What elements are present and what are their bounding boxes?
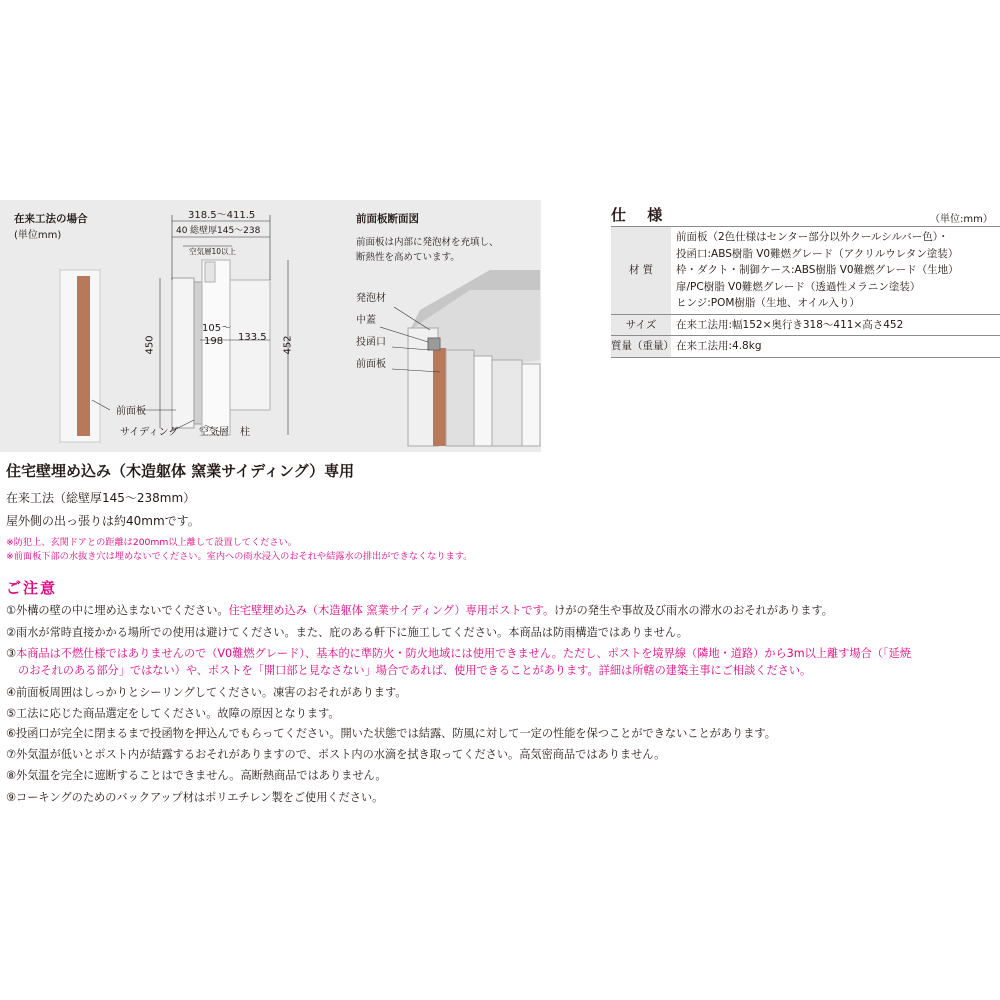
spec-value-material xyxy=(671,227,1000,315)
caution-3-part-b: 本商品は不燃仕様ではありませんので（V0難燃グレード）、基本的に準防火・防火地域には使用できません。ただし、ポストを境界線（隣地・道路）から3m以上離す場合（「延焼 xyxy=(16,647,911,660)
label-pillar: 柱 xyxy=(240,427,250,438)
dim-total-width: 318.5～411.5 xyxy=(188,210,256,221)
spec-material-line: 枠・ダクト・制御ケース:ABS樹脂 V0難燃グレード（生地） xyxy=(676,264,959,276)
label-siding: サイディング xyxy=(120,427,179,438)
dim-40: 40 xyxy=(176,226,188,236)
caution-3-part-a: ③ xyxy=(6,647,17,660)
drain-note: ※前面板下部の水抜き穴は埋めないでください。室内への雨水浸入のおそれや結露水の排出ができなくなります。 xyxy=(6,551,473,562)
spec-material-line: 扉/PC樹脂 V0難燃グレード（透過性メラニン塗装） xyxy=(676,280,921,293)
spec-row-size xyxy=(611,314,1000,336)
caution-1-part-b: 住宅壁埋め込み（木造躯体 窯業サイディング）専用ポストです。 xyxy=(228,604,555,617)
caution-item-3-cont: のおそれのある部分」ではない）や、ポストを「開口部と見なさない」場合であれば、使用できることがあります。詳細は所轄の建築主事にご相談ください。 xyxy=(18,664,812,677)
caution-item-7: ⑦外気温が低いとポスト内が結露するおそれがありますので、ポスト内の水滴を拭き取ってください。高気密商品ではありません。 xyxy=(6,748,666,761)
spec-value-size: 在来工法用:幅152×奥行き318～411×高さ452 xyxy=(671,314,1000,336)
dim-452: 452 xyxy=(282,335,294,355)
label-slot: 投函口 xyxy=(356,337,386,348)
right-diagram-title: 前面板断面図 xyxy=(356,213,419,225)
dim-450: 450 xyxy=(144,335,156,355)
spec-material-line: ヒンジ:POM樹脂（生地、オイル入り） xyxy=(676,297,860,309)
caution-item-8: ⑧外気温を完全に遮断することはできません。高断熱商品ではありません。 xyxy=(6,769,387,782)
spec-head-weight: 質量（重量） xyxy=(611,336,671,358)
dim-133: 133.5 xyxy=(238,332,267,343)
label-front-panel-2: 前面板 xyxy=(356,359,386,370)
method-line: 在来工法（総壁厚145～238mm） xyxy=(6,491,196,505)
dim-105: 105～ xyxy=(202,323,232,334)
spec-unit: （単位:mm） xyxy=(930,214,993,225)
left-diagram-title: 在来工法の場合 xyxy=(14,213,88,225)
label-air-layer: 空気層 xyxy=(199,427,229,438)
dim-wall: 総壁厚145～238 xyxy=(190,226,261,236)
caution-item-5: ⑤工法に応じた商品選定をしてください。故障の原因となります。 xyxy=(6,707,340,720)
caution-1-part-a: ①外構の壁の中に埋め込まないでください。 xyxy=(6,604,229,617)
caution-title: ご注意 xyxy=(6,579,58,597)
spec-title: 仕 様 xyxy=(611,206,671,224)
diagram-panel xyxy=(0,200,541,452)
caution-1-part-c: けがの発生や事故及び雨水の滞水のおそれがあります。 xyxy=(554,604,833,617)
spec-material-line: 前面板（2色仕様はセンター部分以外クールシルバー色）・ xyxy=(676,231,949,243)
caution-item-6: ⑥投函口が完全に閉まるまで投函物を押込んでもらってください。開いた状態では結露、防風に対して一定の性能を保つことができないことがあります。 xyxy=(6,727,776,740)
security-note: ※防犯上、玄関ドアとの距離は200mm以上離して設置してください。 xyxy=(6,537,297,548)
spec-head-material: 材 質 xyxy=(611,227,671,315)
spec-row-material xyxy=(611,227,1000,315)
caution-item-4: ④前面板周囲はしっかりとシーリングしてください。凍害のおそれがあります。 xyxy=(6,686,407,699)
label-front-panel: 前面板 xyxy=(116,406,146,417)
spec-value-weight: 在来工法用:4.8kg xyxy=(671,336,1000,358)
left-diagram-unit: (単位mm) xyxy=(14,230,62,241)
protrusion-line: 屋外側の出っ張りは約40mmです。 xyxy=(6,514,200,528)
spec-table xyxy=(611,226,1000,358)
spec-head-size: サイズ xyxy=(611,314,671,336)
dim-198: 198 xyxy=(204,336,224,347)
spec-row-weight xyxy=(611,336,1000,358)
label-inner-lid: 中蓋 xyxy=(356,315,376,326)
label-foam: 発泡材 xyxy=(356,293,386,304)
spec-material-line: 投函口:ABS樹脂 V0難燃グレード（アクリルウレタン塗装） xyxy=(676,247,959,260)
dim-air: 空気層10以上 xyxy=(189,247,237,256)
right-desc-2: 断熱性を高めています。 xyxy=(356,252,460,263)
caution-item-3 xyxy=(6,645,911,662)
main-title: 住宅壁埋め込み（木造躯体 窯業サイディング）専用 xyxy=(6,462,355,480)
caution-item-1 xyxy=(6,602,833,619)
right-desc-1: 前面板は内部に発泡材を充填し、 xyxy=(356,237,499,248)
caution-item-2: ②雨水が常時直接かかる場所での使用は避けてください。また、庇のある軒下に施工してください。本商品は防雨構造ではありません。 xyxy=(6,626,688,639)
caution-item-9: ⑨コーキングのためのバックアップ材はポリエチレン製をご使用ください。 xyxy=(6,791,384,804)
